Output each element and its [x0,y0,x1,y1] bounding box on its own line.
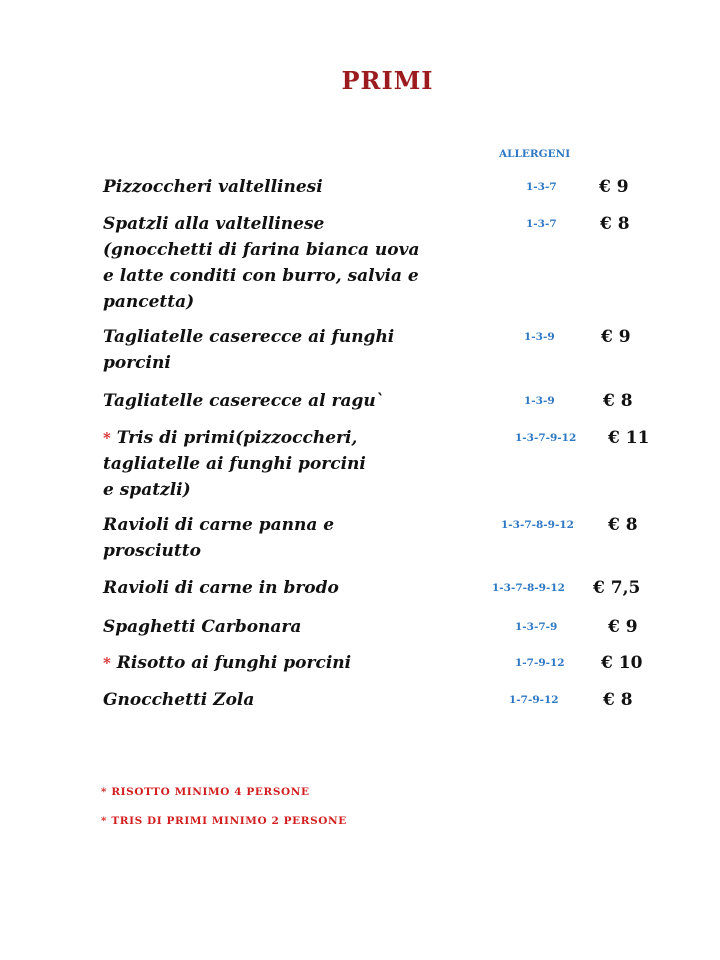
note-tris-minimum: * TRIS DI PRIMI MINIMO 2 PERSONE [101,815,347,827]
dish-allergens: 1-3-7 [526,218,557,230]
star-marker: * [103,654,111,672]
dish-price: € 8 [600,214,630,234]
dish-allergens: 1-7-9-12 [509,694,559,706]
dish-name: Tris di primi(pizzoccheri, tagliatelle ai funghi porcini e spatzli) [103,428,366,500]
dish-allergens: 1-3-7-8-9-12 [492,582,565,594]
dish-price: € 9 [599,177,629,197]
dish-allergens: 1-3-7-9-12 [515,432,577,444]
dish-name: Spaghetti Carbonara [103,617,302,637]
page-title: PRIMI [341,66,434,95]
dish-price: € 10 [601,653,643,673]
allergens-column-header: ALLERGENI [499,148,571,160]
dish-allergens: 1-3-7 [526,181,557,193]
dish-name: Risotto ai funghi porcini [116,653,352,673]
dish-allergens: 1-3-9 [524,395,555,407]
dish-allergens: 1-3-9 [524,331,555,343]
dish-name: Pizzoccheri valtellinesi [103,177,323,197]
dish-price: € 9 [601,327,631,347]
dish-price: € 11 [608,428,650,448]
dish-allergens: 1-3-7-8-9-12 [501,519,574,531]
dish-allergens: 1-3-7-9 [515,621,558,633]
dish-price: € 8 [603,690,633,710]
dish-name: Tagliatelle caserecce ai funghi porcini [103,327,395,373]
dish-price: € 8 [603,391,633,411]
dish-price: € 9 [608,617,638,637]
dish-price: € 8 [608,515,638,535]
dish-allergens: 1-7-9-12 [515,657,565,669]
dish-item-risotto [103,650,483,676]
dish-name: Ravioli di carne in brodo [103,578,339,598]
note-risotto-minimum: * RISOTTO MINIMO 4 PERSONE [101,786,310,798]
dish-name: Tagliatelle caserecce al ragu` [103,391,385,411]
dish-item-tris [103,425,483,503]
dish-name: Gnocchetti Zola [103,690,255,710]
dish-name: Ravioli di carne panna e prosciutto [103,515,335,561]
dish-name: Spatzli alla valtellinese (gnocchetti di farina bianca uova e latte conditi con burro, salvia e pancetta) [103,214,420,312]
star-marker: * [103,429,111,447]
dish-price: € 7,5 [593,578,641,598]
